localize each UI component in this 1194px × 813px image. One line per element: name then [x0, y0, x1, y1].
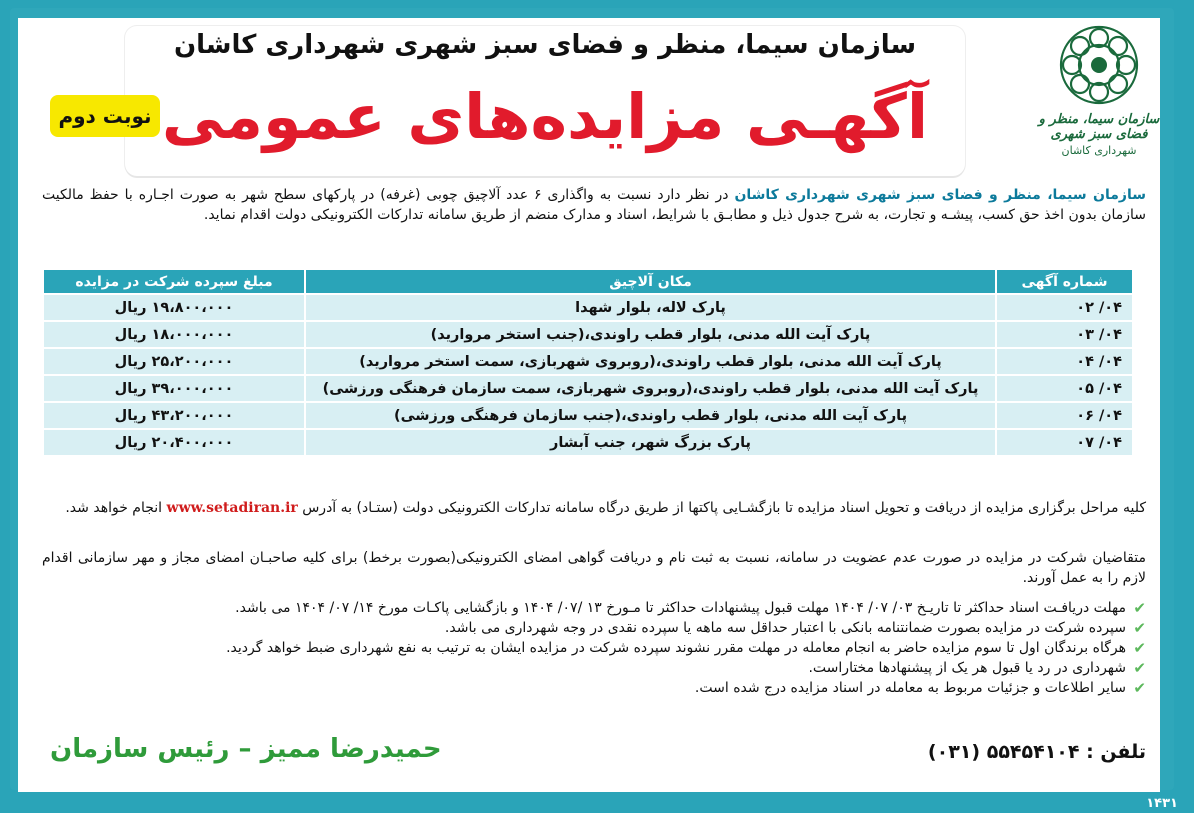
cell-location: پارک آیت الله مدنی، بلوار قطب راوندی،(جنب سازمان فرهنگی ورزشی)	[305, 402, 996, 429]
cell-location: پارک لاله، بلوار شهدا	[305, 294, 996, 321]
organization-title: سازمان سیما، منظر و فضای سبز شهری شهرداری کاشان	[173, 30, 917, 60]
setadiran-link[interactable]: www.setadiran.ir	[166, 500, 298, 516]
cell-number: ۰۴/ ۰۷	[996, 429, 1133, 456]
cell-amount: ۲۵،۲۰۰،۰۰۰ ریال	[43, 348, 305, 375]
notice-title: آگهـی مزایده‌های عمومی	[161, 80, 929, 153]
logo-name: سازمان سیما، منظر و فضای سبز شهری	[1038, 112, 1160, 142]
cell-amount: ۲۰،۴۰۰،۰۰۰ ریال	[43, 429, 305, 456]
header-location: مکان آلاچیق	[305, 269, 996, 294]
conditions-list	[42, 598, 1146, 698]
round-badge: نوبت دوم	[50, 95, 160, 137]
list-item	[42, 658, 1146, 678]
condition-text: هرگاه برندگان اول تا سوم مزایده حاضر به انجام معامله در مهلت مقرر نشوند سپرده شرکت در مزایده ایشان به ترتیب به نفع شهرداری ضبط خواهد گردید.	[226, 640, 1126, 656]
cell-location: پارک آیت الله مدنی، بلوار قطب راوندی،(جنب استخر مروارید)	[305, 321, 996, 348]
header-amount: مبلغ سپرده شرکت در مزایده	[43, 269, 305, 294]
cell-location: پارک بزرگ شهر، جنب آبشار	[305, 429, 996, 456]
procedure-text: کلیه مراحل برگزاری مزایده از دریافت و تحویل اسناد مزایده تا بازگشـایی پاکتها از طریق درگاه سامانه تدارکات الکترونیکی دولت (ستـاد) به آدرس	[297, 500, 1146, 516]
cell-amount: ۱۹،۸۰۰،۰۰۰ ریال	[43, 294, 305, 321]
cell-number: ۰۴/ ۰۲	[996, 294, 1133, 321]
check-icon: ✔	[1133, 619, 1146, 637]
check-icon: ✔	[1133, 639, 1146, 657]
header-number: شماره آگهی	[996, 269, 1133, 294]
list-item	[42, 618, 1146, 638]
table-row	[43, 402, 1133, 429]
cell-amount: ۳۹،۰۰۰،۰۰۰ ریال	[43, 375, 305, 402]
table-header-row	[43, 269, 1133, 294]
organization-logo	[1024, 20, 1174, 175]
procedure-end: انجام خواهد شد.	[65, 500, 167, 516]
intro-text: در نظر دارد نسبت به واگذاری ۶ عدد آلاچیق چوبی (غرفه) در پارکهای سطح شهر به صورت اجـاره با حفظ مالکیت سازمان بدون اخذ حق کسب، پیشـه و تجارت، به شرح جدول ذیل و مطابـق با شرایط، اسناد و مدارک منضم از طریق سامانه تدارکات الکترونیکی دولت اقدام نماید.	[42, 187, 1146, 223]
cell-amount: ۴۳،۲۰۰،۰۰۰ ریال	[43, 402, 305, 429]
condition-text: مهلت دریافـت اسناد حداکثر تا تاریـخ ۰۳/ ۰۷/ ۱۴۰۴ مهلت قبول پیشنهادات حداکثر تا مـورخ ۱۳ /۰۷/ ۱۴۰۴ و بازگشایی پاکـات مورخ ۱۴/ ۰۷/ ۱۴۰۴ می باشد.	[235, 600, 1126, 616]
auction-table	[42, 268, 1134, 457]
intro-paragraph	[42, 185, 1146, 225]
table-row	[43, 348, 1133, 375]
cell-location: پارک آیت الله مدنی، بلوار قطب راوندی،(روبروی شهربازی، سمت استخر مروارید)	[305, 348, 996, 375]
check-icon: ✔	[1133, 599, 1146, 617]
ad-code: ۱۴۳۱	[1146, 796, 1178, 811]
procedure-paragraph	[42, 498, 1146, 518]
signature: حمیدرضا ممیز – رئیس سازمان	[50, 734, 442, 764]
condition-text: سایر اطلاعات و جزئیات مربوط به معامله در اسناد مزایده درج شده است.	[694, 680, 1126, 696]
intro-highlight: سازمان سیما، منظر و فضای سبز شهری شهرداری کاشان	[734, 187, 1146, 203]
table-row	[43, 429, 1133, 456]
cell-number: ۰۴/ ۰۵	[996, 375, 1133, 402]
table-row	[43, 375, 1133, 402]
cell-number: ۰۴/ ۰۶	[996, 402, 1133, 429]
cell-number: ۰۴/ ۰۴	[996, 348, 1133, 375]
cell-location: پارک آیت الله مدنی، بلوار قطب راوندی،(روبروی شهربازی، سمت سازمان فرهنگی ورزشی)	[305, 375, 996, 402]
table-row	[43, 294, 1133, 321]
list-item	[42, 678, 1146, 698]
list-item	[42, 638, 1146, 658]
cell-number: ۰۴/ ۰۳	[996, 321, 1133, 348]
emblem-icon	[1054, 20, 1144, 110]
check-icon: ✔	[1133, 659, 1146, 677]
table-row	[43, 321, 1133, 348]
phone-number: تلفن : ۵۵۴۵۴۱۰۴ (۰۳۱)	[927, 741, 1146, 763]
condition-text: سپرده شرکت در مزایده بصورت ضمانتنامه بانکی با اعتبار حداقل سه ماهه یا سپرده نقدی در وجه شهرداری می باشد.	[444, 620, 1126, 636]
logo-subname: شهرداری کاشان	[1061, 144, 1137, 157]
check-icon: ✔	[1133, 679, 1146, 697]
condition-text: شهرداری در رد یا قبول هر یک از پیشنهادها مختاراست.	[808, 660, 1126, 676]
list-item	[42, 598, 1146, 618]
registration-paragraph: متقاضیان شرکت در مزایده در صورت عدم عضویت در سامانه، نسبت به ثبت نام و دریافت گواهی امضای الکترونیکی(بصورت برخط) برای کلیه صاحبـان امضای مجاز و مهر سازمانی اقدام لازم را به عمل آورند.	[42, 550, 1146, 586]
cell-amount: ۱۸،۰۰۰،۰۰۰ ریال	[43, 321, 305, 348]
